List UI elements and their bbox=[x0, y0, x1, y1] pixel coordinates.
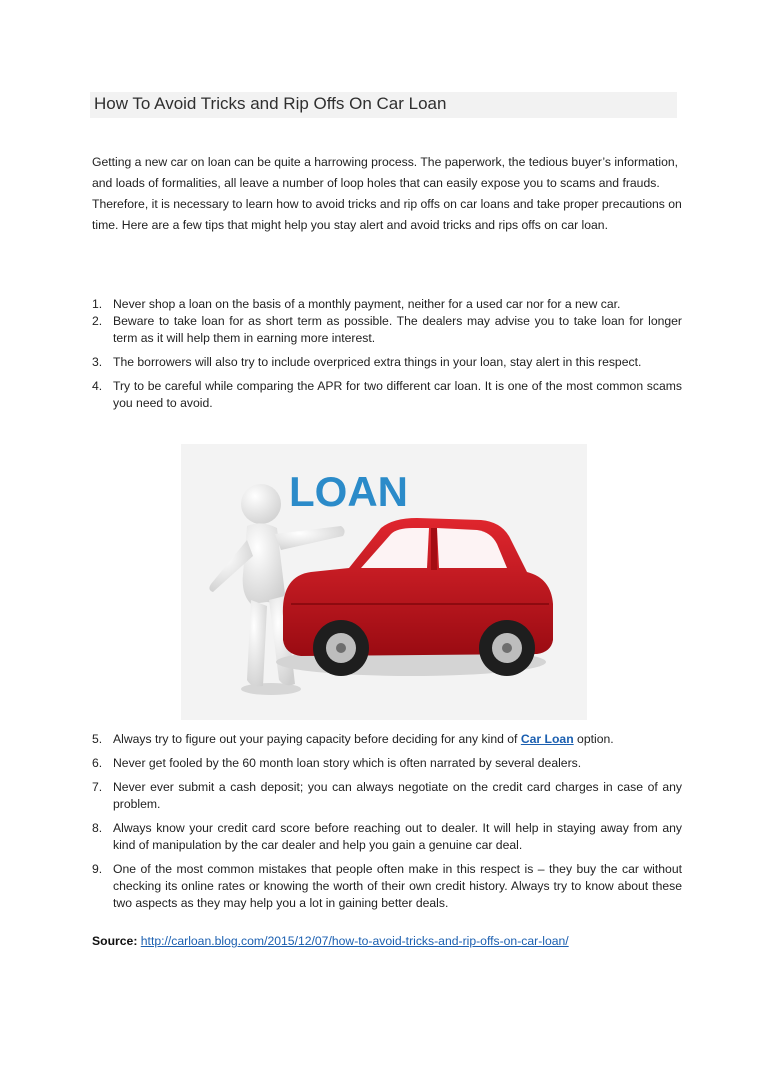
source-line bbox=[92, 933, 569, 950]
list-item-number: 2. bbox=[92, 314, 103, 328]
page-title: How To Avoid Tricks and Rip Offs On Car Loan bbox=[94, 94, 447, 113]
car-loan-link[interactable]: Car Loan bbox=[520, 732, 574, 746]
list-item bbox=[92, 861, 682, 912]
tips-list-part-2 bbox=[92, 731, 682, 912]
list-item-text: The borrowers will also try to include overpriced extra things in your loan, stay alert in this respect. bbox=[113, 355, 642, 369]
list-item-text: Beware to take loan for as short term as possible. The dealers may advise you to take loan for longer term as it will help them in earning more interest. bbox=[113, 314, 682, 345]
list-item-number: 7. bbox=[92, 780, 103, 794]
list-item bbox=[92, 296, 682, 313]
list-item-number: 8. bbox=[92, 821, 103, 835]
list-item-text: Try to be careful while comparing the APR for two different car loan. It is one of the most common scams you need to avoid. bbox=[113, 379, 682, 410]
list-item bbox=[92, 354, 682, 371]
list-item bbox=[92, 313, 682, 347]
title-bar bbox=[90, 92, 677, 118]
list-item-number: 1. bbox=[92, 297, 103, 311]
list-item bbox=[92, 378, 682, 412]
list-item-text: Always know your credit card score before reaching out to dealer. It will help in staying away from any kind of manipulation by the car dealer and help you gain a genuine car deal. bbox=[113, 821, 682, 852]
tips-list-part-1 bbox=[92, 296, 682, 412]
list-item-text-end: option. bbox=[573, 732, 614, 746]
loan-label: LOAN bbox=[289, 468, 408, 515]
list-item-number: 3. bbox=[92, 355, 103, 369]
list-item-number: 6. bbox=[92, 756, 103, 770]
source-label: Source: bbox=[92, 934, 138, 948]
source-url-link[interactable]: http://carloan.blog.com/2015/12/07/how-to-avoid-tricks-and-rip-offs-on-car-loan/ bbox=[140, 934, 569, 948]
list-item-text: Never ever submit a cash deposit; you can always negotiate on the credit card charges in case of any problem. bbox=[113, 780, 682, 811]
list-item bbox=[92, 820, 682, 854]
list-item-number: 5. bbox=[92, 732, 103, 746]
intro-paragraph: Getting a new car on loan can be quite a harrowing process. The paperwork, the tedious buyer’s information, and loads of formalities, all leave a number of loop holes that can easily expose you to scams and frauds. Therefore, it is necessary to learn how to avoid tricks and rip offs on car loans and take proper precautions on time. Here are a few tips that might help you stay alert and avoid tricks and rips offs on car loan. bbox=[92, 155, 682, 232]
list-item-text: Never shop a loan on the basis of a monthly payment, neither for a used car nor for a new car. bbox=[113, 297, 621, 311]
list-item bbox=[92, 779, 682, 813]
list-item-text: Always try to figure out your paying capacity before deciding for any kind of bbox=[113, 732, 521, 746]
list-item-number: 4. bbox=[92, 379, 103, 393]
list-item bbox=[92, 731, 682, 748]
loan-car-illustration bbox=[181, 444, 587, 720]
list-item-text: One of the most common mistakes that people often make in this respect is – they buy the car without checking its online rates or knowing the worth of their own credit history. Always try to know about these two aspects as they may help you a lot in gaining better deals. bbox=[113, 862, 682, 910]
list-item-text: Never get fooled by the 60 month loan story which is often narrated by several dealers. bbox=[113, 756, 582, 770]
list-item-number: 9. bbox=[92, 862, 103, 876]
list-item bbox=[92, 755, 682, 772]
